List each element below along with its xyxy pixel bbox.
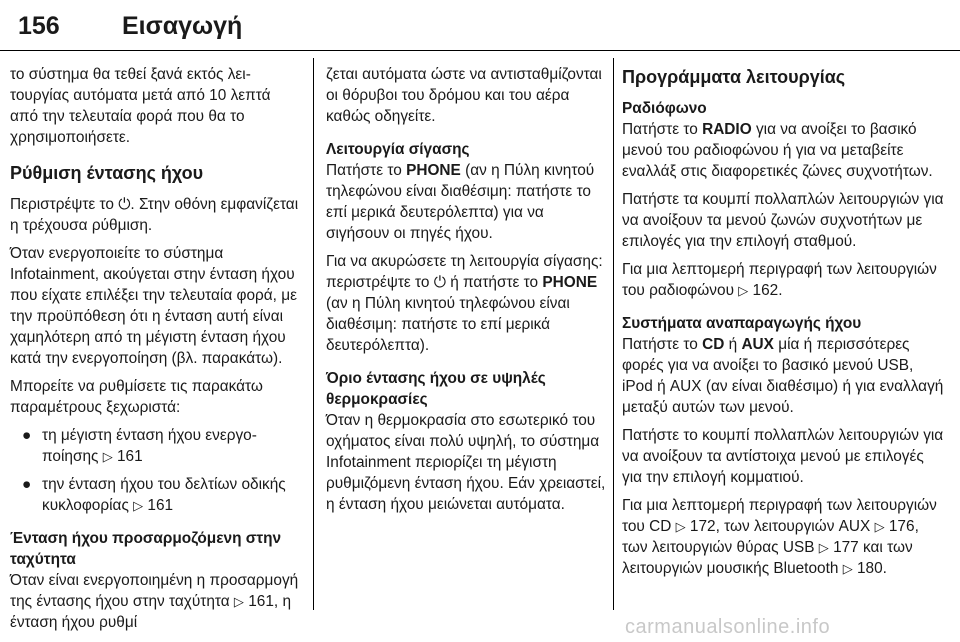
watermark: carmanualsonline.info <box>625 616 831 638</box>
heading-speed-volume: Ένταση ήχου προσαρμοζόμενη στην ταχύτητα <box>10 530 282 568</box>
paragraph-separate-settings: Μπορείτε να ρυθμίσετε τις παρακάτω παραμέτρους ξεχωριστά: <box>10 378 263 416</box>
paragraph-speed-volume: Όταν είναι ενεργοποιημένη η προσαρμογή της έντασης ήχου στην ταχύτητα ▷ 161, η ένταση ήχου ρυθμί <box>10 572 299 631</box>
page-header <box>0 0 960 52</box>
radio-button-label: RADIO <box>702 121 752 138</box>
paragraph-continued: το σύστημα θα τεθεί ξανά εκτός λειτουργίας αυτόματα μετά από 10 λεπτά από την τελευταία φορά που θα το χρησιμοποιήσετε. <box>10 66 271 146</box>
heading-temperature-limit: Όριο έντασης ήχου σε υψηλές θερμοκρασίες <box>326 370 546 408</box>
column-2 <box>326 64 606 522</box>
list-item: ● τη μέγιστη ένταση ήχου ενεργοποίησης ▷ 161 <box>22 427 257 465</box>
heading-audio-players: Συστήματα αναπαραγωγής ήχου <box>622 315 862 332</box>
header-divider <box>0 50 960 51</box>
heading-programs: Προγράμματα λειτουργίας <box>622 67 846 87</box>
arrow-icon: ▷ <box>102 449 113 464</box>
paragraph-radio-ref: Για μια λεπτομερή περιγραφή των λειτουργιών του ραδιοφώνου ▷ 162. <box>622 261 937 299</box>
page-number: 156 <box>18 12 60 40</box>
paragraph-startup-volume: Όταν ενεργοποιείτε το σύστημα Infotainment, ακούγεται στην ένταση ήχου που είχατε επιλέξει την τελευταία φορά, με την προϋπόθεση ότι η ένταση αυτή είναι χαμηλότερη από τη μέγιστη ένταση ήχου κατά την ενεργοποίηση (βλ. παρακάτω). <box>10 245 297 367</box>
page-reference[interactable]: 177 <box>833 539 859 556</box>
column-divider-2 <box>613 58 614 610</box>
paragraph-mute: Πατήστε το PHONE (αν η Πύλη κινητού τηλεφώνου είναι διαθέσιμη: πατήστε το επί μερικά δευτερόλεπτα) για να σιγήσουν οι πηγές ήχου. <box>326 162 595 242</box>
page-reference[interactable]: 172 <box>689 518 716 535</box>
heading-radio: Ραδιόφωνο <box>622 100 707 117</box>
paragraph-players-ref: Για μια λεπτομερή περιγραφή των λειτουργιών του CD ▷ 172, των λειτουργιών AUX ▷ 176, των λειτουργιών θύρας USB ▷ 177 και των λειτουργιών μουσικής Bluetooth ▷ 180. <box>622 497 937 577</box>
arrow-icon: ▷ <box>818 540 829 555</box>
phone-button-label: PHONE <box>406 162 461 179</box>
page-reference[interactable]: 162 <box>752 282 779 299</box>
phone-button-label: PHONE <box>542 274 598 291</box>
page-reference[interactable]: 161 <box>248 593 274 610</box>
heading-volume: Ρύθμιση έντασης ήχου <box>10 163 204 183</box>
paragraph-radio-menu: Πατήστε τα κουμπί πολλαπλών λειτουργιών για να ανοίξουν τα μενού ζωνών συχνοτήτων με επιλογές για την επιλογή σταθμού. <box>622 191 944 250</box>
paragraph-players-menu: Πατήστε το κουμπί πολλαπλών λειτουργιών για να ανοίξουν τα αντίστοιχα μενού με επιλογές για την επιλογή κομματιού. <box>622 427 944 486</box>
paragraph-continued: ζεται αυτόματα ώστε να αντισταθμίζονται οι θόρυβοι του δρόμου και του αέρα καθώς οδηγείτε. <box>326 66 602 125</box>
list-item: ● την ένταση ήχου του δελτίων οδικής κυκλοφορίας ▷ 161 <box>22 476 286 514</box>
heading-mute: Λειτουργία σίγασης <box>326 141 470 158</box>
column-1 <box>10 64 302 640</box>
paragraph-rotate: Περιστρέψτε το ⏻. Στην οθόνη εμφανίζεται η τρέχουσα ρύθμιση. <box>10 196 299 234</box>
arrow-icon: ▷ <box>874 519 885 534</box>
arrow-icon: ▷ <box>675 519 686 534</box>
paragraph-temperature: Όταν η θερμοκρασία στο εσωτερικό του οχήματος είναι πολύ υψηλή, το σύστημα Infotainment περιορίζει τη μέγιστη ρυθμιζόμενη ένταση ήχου. Εάν χρειαστεί, η ένταση ήχου μειώνεται αυτόματα. <box>326 412 606 513</box>
settings-list <box>10 425 302 516</box>
section-title: Εισαγωγή <box>122 12 243 40</box>
arrow-icon: ▷ <box>842 561 853 576</box>
arrow-icon: ▷ <box>233 594 244 609</box>
page-reference[interactable]: 161 <box>147 497 174 514</box>
power-icon: ⏻ <box>118 196 131 213</box>
power-icon: ⏻ <box>433 274 446 291</box>
paragraph-radio: Πατήστε το RADIO για να ανοίξει το βασικό μενού του ραδιοφώνου ή για να μεταβείτε εναλλάξ στις διαφορετικές ζώνες συχνοτήτων. <box>622 121 933 180</box>
paragraph-cancel-mute: Για να ακυρώσετε τη λειτουργία σίγασης: περιστρέψτε το ⏻ ή πατήστε το PHONE (αν η Πύλη κινητού τηλεφώνου είναι διαθέσιμη: πατήστε το επί μερικά δευτερόλεπτα). <box>326 253 603 354</box>
page-reference[interactable]: 180 <box>856 560 883 577</box>
paragraph-players: Πατήστε το CD ή AUX μία ή περισσότερες φορές για να ανοίξει το βασικό μενού USB, iPod ή AUX (αν είναι διαθέσιμο) ή για εναλλαγή μεταξύ αυτών των μενού. <box>622 336 944 416</box>
cd-button-label: CD <box>702 336 725 353</box>
arrow-icon: ▷ <box>133 498 144 513</box>
page-reference[interactable]: 176 <box>888 518 915 535</box>
aux-button-label: AUX <box>741 336 774 353</box>
column-3 <box>622 64 948 579</box>
page-reference[interactable]: 161 <box>116 448 143 465</box>
arrow-icon: ▷ <box>738 283 749 298</box>
column-divider-1 <box>313 58 314 610</box>
